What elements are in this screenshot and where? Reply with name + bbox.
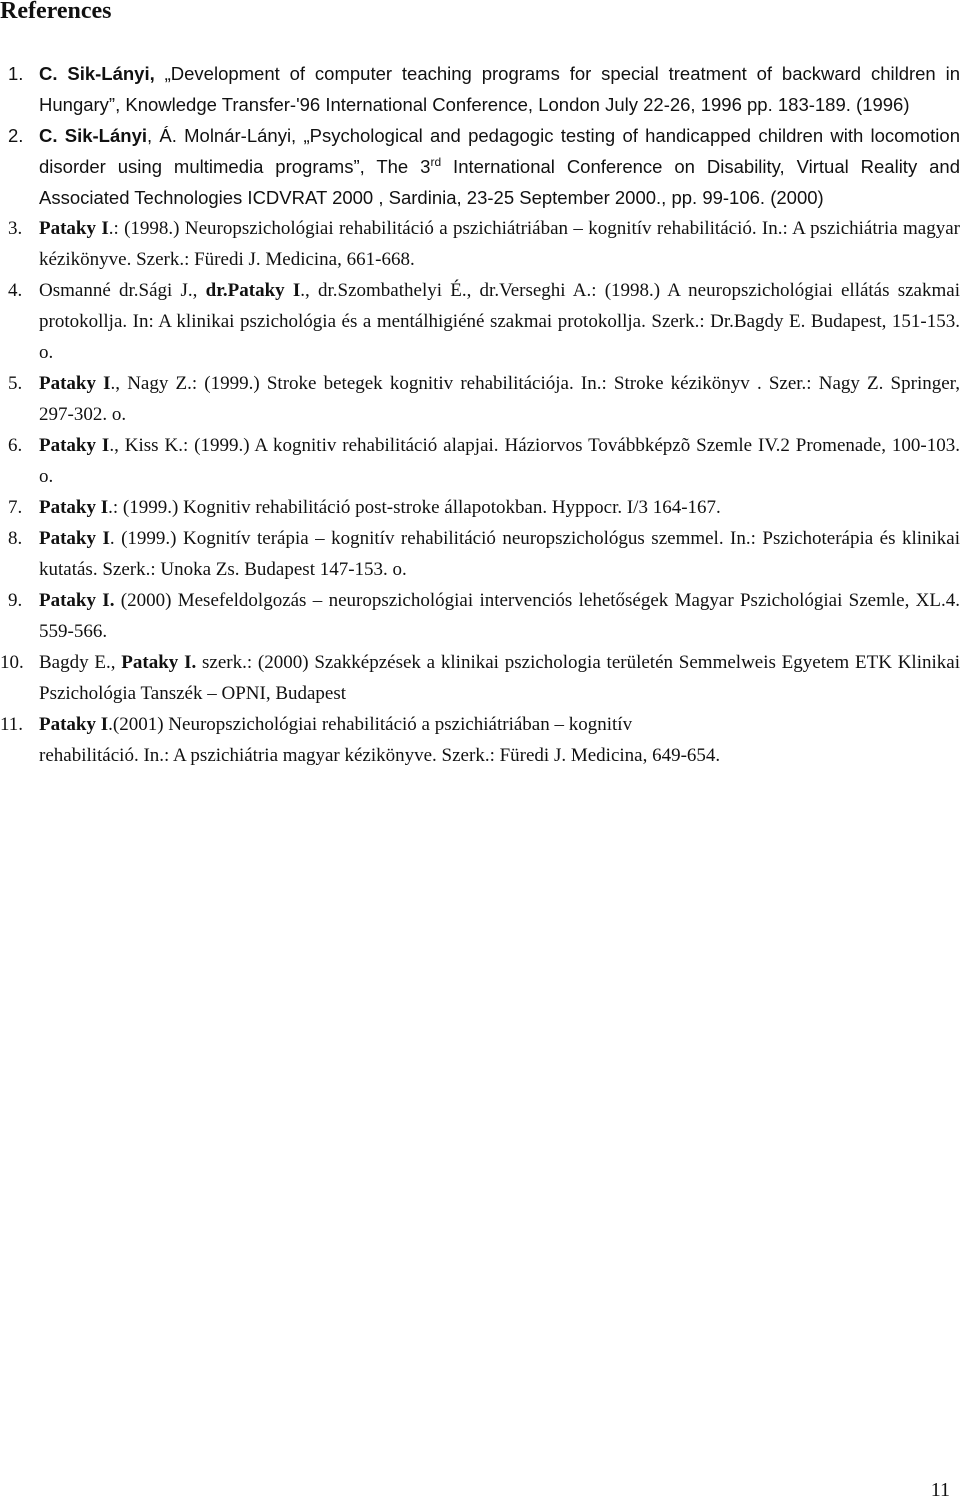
reference-coauthors: Bagdy E.,: [39, 652, 122, 673]
reference-citation: .: (1999.) Kognitiv rehabilitáció post-stroke állapotokban. Hyppocr. I/3 164-167.: [108, 497, 721, 518]
reference-number: 5.: [8, 373, 23, 394]
page-number: 11: [930, 1479, 950, 1501]
reference-item-1: [0, 58, 960, 120]
reference-text: [39, 492, 960, 523]
reference-citation: .: (1998.) Neuropszichológiai rehabilitáció a pszichiátriában – kognitív rehabilitáció. In.: A pszichiátria magyar kézikönyve. Szerk.: Füredi J. Medicina, 661-668.: [39, 218, 960, 270]
reference-citation: . (1999.) Kognitív terápia – kognitív rehabilitáció neuropszichológus szemmel. In.: Pszichoterápia és klinikai kutatás. Szerk.: Unoka Zs. Budapest 147-153. o.: [39, 528, 960, 580]
reference-number: 1.: [8, 63, 24, 84]
reference-item-5: [0, 368, 960, 430]
reference-citation: , Á. Molnár-Lányi, „Psychological and pedagogic testing of handicapped children with locomotion disorder using multimedia programs”, The 3: [39, 125, 960, 177]
reference-citation: (2000) Mesefeldolgozás – neuropszichológiai intervenciós lehetőségek Magyar Pszichológiai Szemle, XL.4. 559-566.: [39, 590, 960, 642]
reference-item-9: [0, 585, 960, 647]
reference-author: Pataky I.: [121, 652, 197, 673]
reference-item-7: [0, 492, 960, 523]
reference-item-10: [0, 647, 960, 709]
reference-citation-cont: rehabilitáció. In.: A pszichiátria magyar kézikönyve. Szerk.: Füredi J. Medicina, 649-654.: [39, 745, 721, 766]
reference-text: [39, 275, 960, 368]
reference-item-3: [0, 213, 960, 275]
reference-number: 2.: [8, 125, 24, 146]
page-heading: References: [0, 0, 112, 24]
reference-number: 10.: [0, 652, 24, 673]
reference-text: [39, 58, 960, 120]
reference-author: Pataky I: [39, 497, 109, 518]
reference-number: 11.: [0, 714, 24, 735]
reference-number: 4.: [8, 280, 23, 301]
reference-author: Pataky I.: [39, 590, 115, 611]
reference-coauthors: Osmanné dr.Sági J.,: [39, 280, 206, 301]
reference-text: [39, 585, 960, 647]
reference-citation: ., dr.Szombathelyi É., dr.Verseghi A.: (1998.) A neuropszichológiai ellátás szakmai protokollja. In: A klinikai pszichológia és a mentálhigiéné szakmai protokollja. Szerk.: Dr.Bagdy E. Budapest, 151-153. o.: [39, 280, 960, 363]
reference-citation-cont: International Conference on Disability, Virtual Reality and Associated Technologies ICDVRAT 2000 , Sardinia, 23-25 September 2000., pp. 99-106. (2000): [39, 156, 960, 208]
reference-author: Pataky I: [39, 218, 109, 239]
reference-item-6: [0, 430, 960, 492]
reference-item-2: [0, 120, 960, 213]
reference-text: [39, 709, 960, 771]
reference-author: Pataky I: [39, 373, 111, 394]
reference-citation: .(2001) Neuropszichológiai rehabilitáció a pszichiátriában – kognitív: [108, 714, 633, 735]
reference-text: [39, 647, 960, 709]
reference-author: Pataky I: [39, 435, 110, 456]
reference-text: [39, 430, 960, 492]
reference-citation: ., Kiss K.: (1999.) A kognitiv rehabilitáció alapjai. Háziorvos Továbbképzõ Szemle IV.2 Promenade, 100-103. o.: [39, 435, 960, 487]
reference-author: C. Sik-Lányi,: [39, 63, 155, 84]
reference-number: 7.: [8, 497, 23, 518]
reference-text: [39, 368, 960, 430]
reference-citation: „Development of computer teaching programs for special treatment of backward children in Hungary”, Knowledge Transfer-'96 International Conference, London July 22-26, 1996 pp. 183-189. (1996): [39, 63, 960, 115]
reference-number: 8.: [8, 528, 23, 549]
reference-item-11: [0, 709, 960, 771]
reference-author: Pataky I: [39, 528, 110, 549]
reference-item-4: [0, 275, 960, 368]
reference-text: [39, 523, 960, 585]
reference-number: 9.: [8, 590, 23, 611]
reference-item-8: [0, 523, 960, 585]
reference-text: [39, 120, 960, 213]
reference-text: [39, 213, 960, 275]
ordinal-superscript: rd: [430, 154, 442, 169]
reference-citation: szerk.: (2000) Szakképzések a klinikai pszichologia területén Semmelweis Egyetem ETK Klinikai Pszichológia Tanszék – OPNI, Budapest: [39, 652, 960, 704]
reference-citation: ., Nagy Z.: (1999.) Stroke betegek kognitiv rehabilitációja. In.: Stroke kézikönyv . Szer.: Nagy Z. Springer, 297-302. o.: [39, 373, 960, 425]
reference-author: C. Sik-Lányi: [39, 125, 147, 146]
reference-list: [0, 58, 960, 771]
reference-author: dr.Pataky I: [205, 280, 301, 301]
reference-number: 6.: [8, 435, 23, 456]
reference-number: 3.: [8, 218, 23, 239]
reference-author: Pataky I: [39, 714, 109, 735]
